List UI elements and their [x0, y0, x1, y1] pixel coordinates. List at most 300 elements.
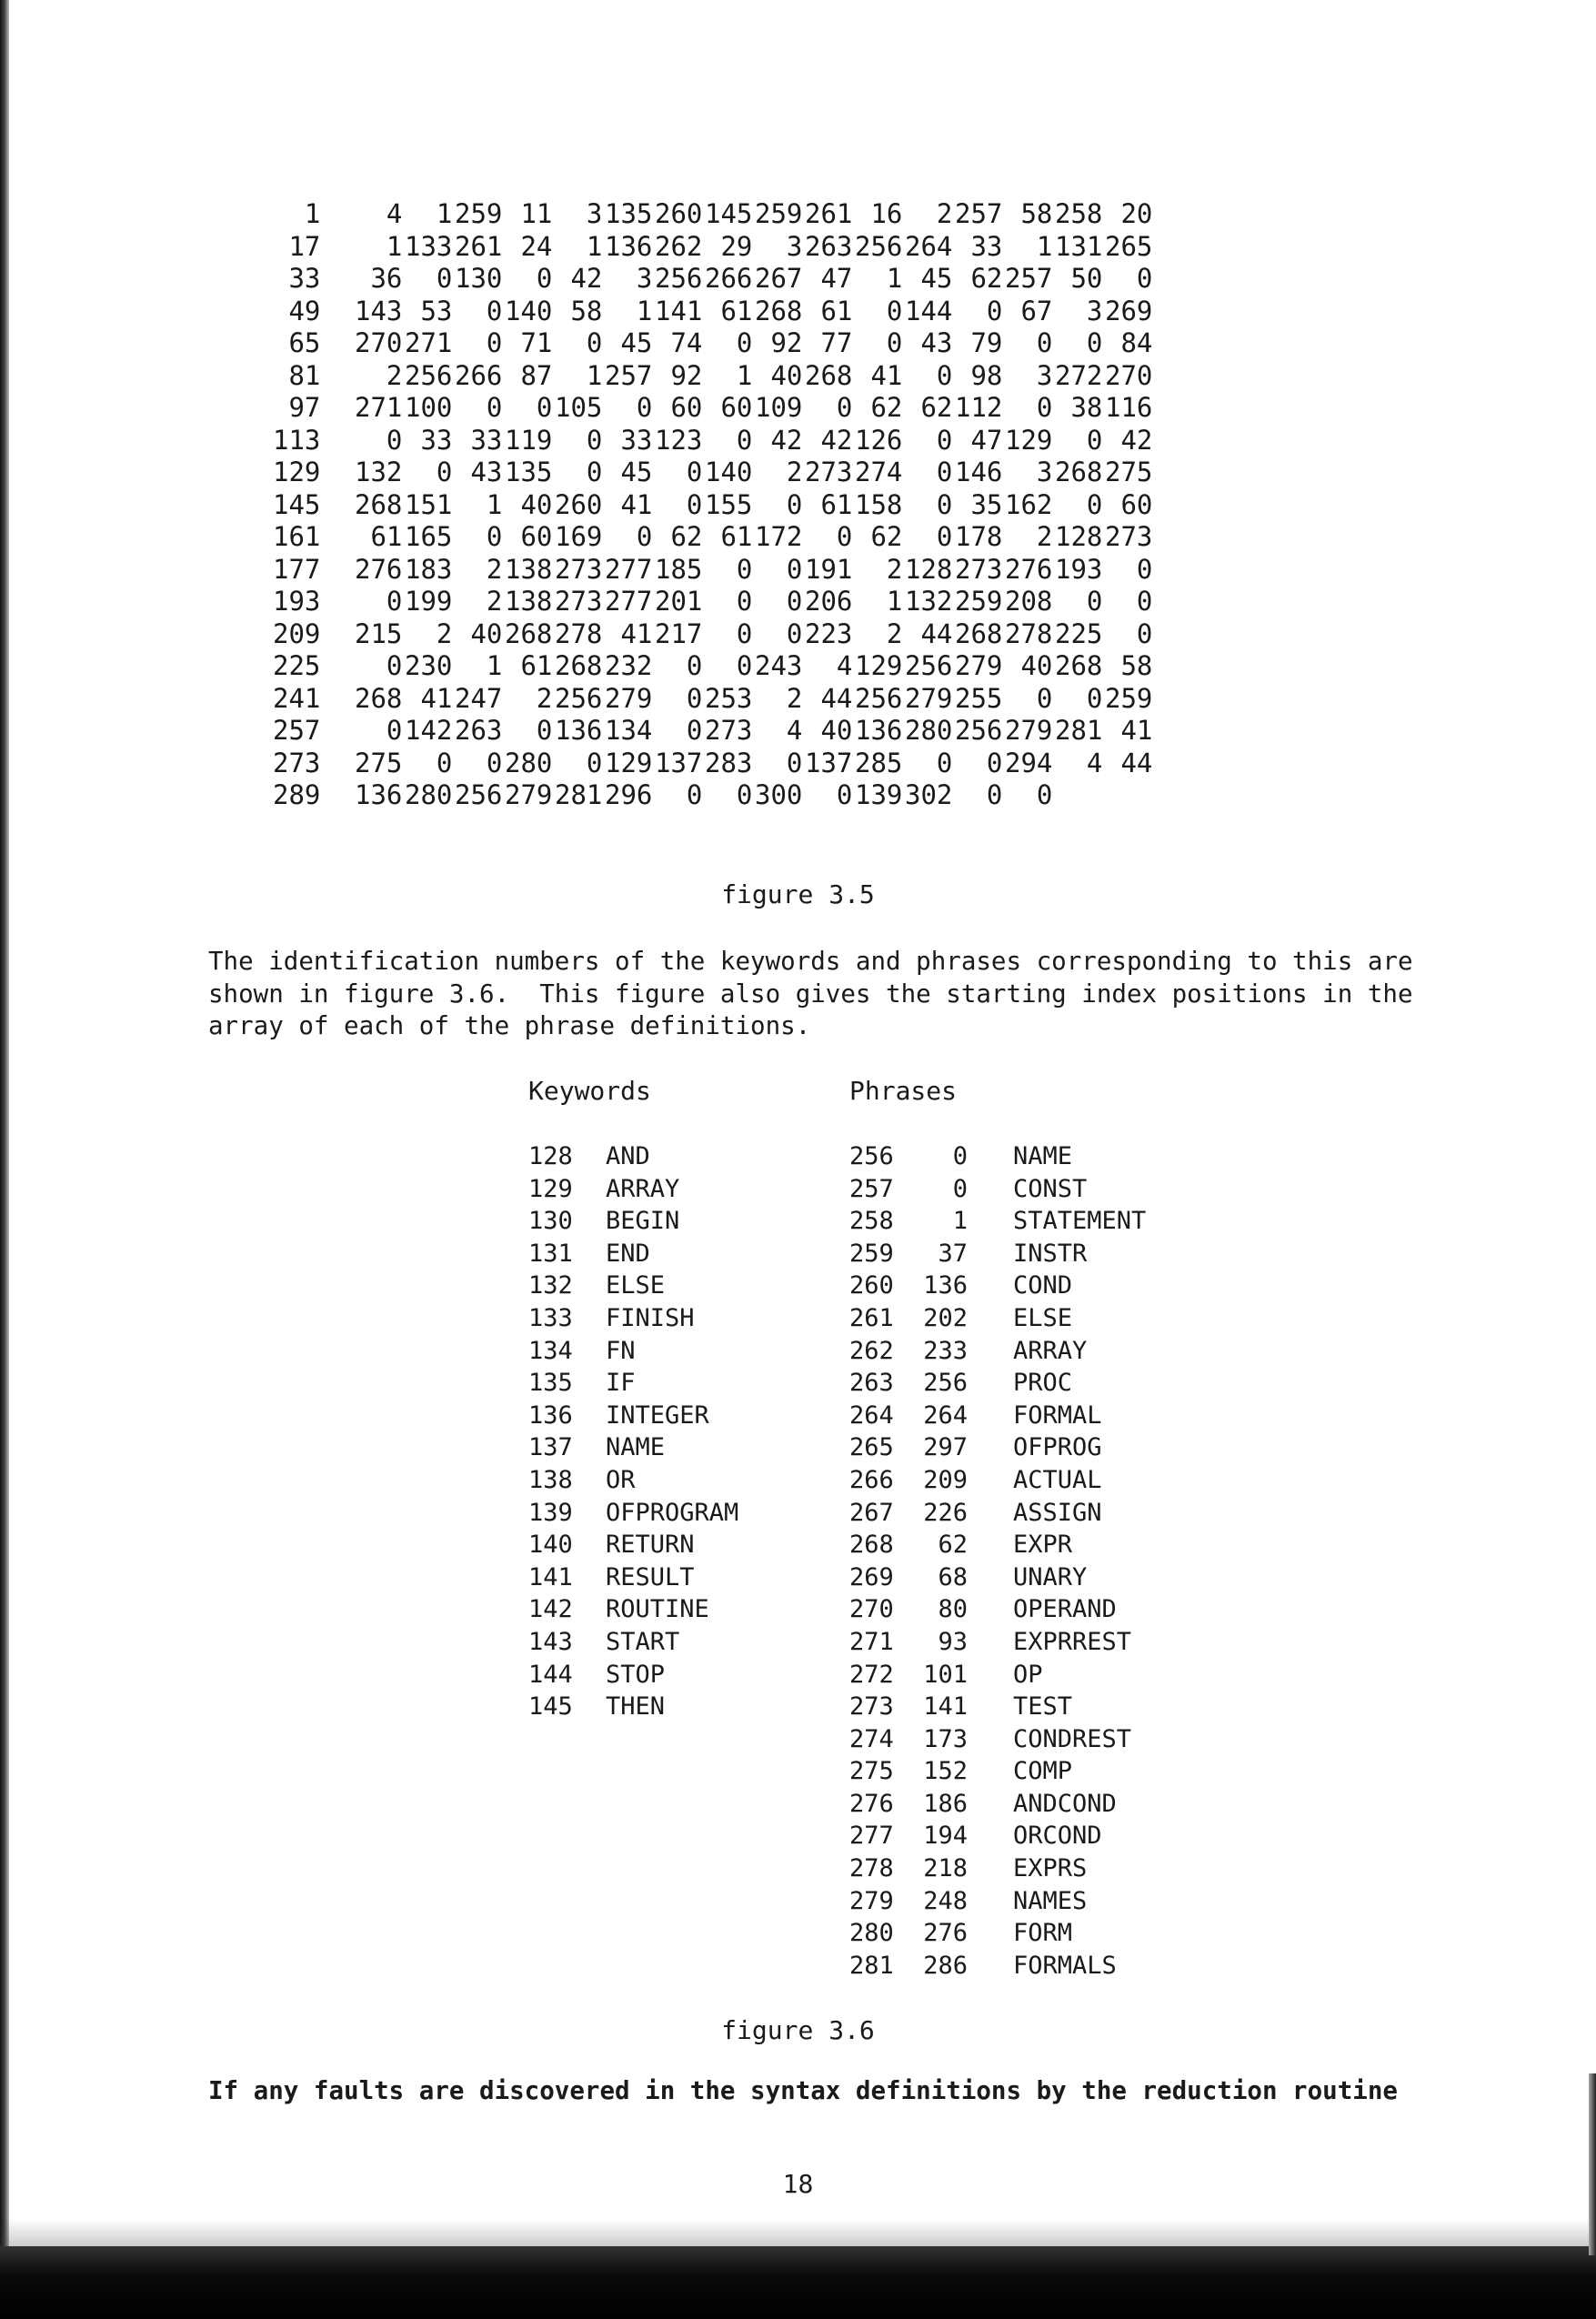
array-cell: 87 [520, 359, 553, 391]
array-row [273, 748, 1152, 780]
array-cell: 132 [355, 457, 403, 487]
phrase-row [849, 1659, 1146, 1692]
array-cell: 62 [870, 521, 903, 552]
array-cell: 256 [955, 715, 1003, 746]
array-cell: 268 [355, 682, 403, 714]
array-cell: 256 [905, 650, 953, 681]
keyword-id: 134 [528, 1336, 573, 1365]
array-row-gap [320, 296, 352, 328]
phrase-start-index: 276 [923, 1919, 968, 1948]
array-cell: 178 [955, 521, 1003, 552]
array-cell: 0 [636, 392, 653, 423]
array-cell: 4 [1086, 747, 1103, 778]
array-cell: 2 [786, 457, 803, 487]
array-cell: 138 [505, 553, 553, 585]
phrase-id: 272 [849, 1660, 894, 1689]
array-cell: 247 [455, 682, 503, 714]
array-cell: 261 [455, 230, 503, 262]
array-cell: 0 [736, 586, 753, 617]
array-cell: 0 [786, 586, 803, 617]
array-cell: 33 [470, 424, 503, 456]
phrase-id: 258 [849, 1207, 894, 1236]
array-cell: 42 [820, 424, 853, 456]
array-row-index: 145 [273, 488, 321, 520]
keyword-row [528, 1173, 738, 1206]
keyword-name: STOP [606, 1660, 666, 1689]
array-row-gap [320, 715, 352, 748]
keyword-name: BEGIN [606, 1207, 680, 1236]
array-cell: 0 [436, 747, 453, 778]
array-cell: 116 [1105, 392, 1153, 423]
array-cell: 145 [705, 198, 753, 229]
array-cell: 119 [505, 424, 553, 456]
array-cell: 45 [620, 327, 653, 358]
array-cell: 280 [905, 715, 953, 746]
keyword-row [528, 1270, 738, 1302]
keyword-id: 141 [528, 1562, 573, 1591]
array-cell: 269 [1105, 295, 1153, 326]
array-cell [1052, 779, 1102, 812]
array-cell: 0 [636, 521, 653, 552]
array-cell: 256 [855, 230, 903, 262]
phrase-id: 270 [849, 1595, 894, 1624]
phrase-start-index: 256 [923, 1369, 968, 1398]
array-row-gap [320, 392, 352, 425]
phrase-name: ASSIGN [1013, 1498, 1102, 1527]
phrase-row [849, 1400, 1146, 1432]
array-cell: 84 [1120, 327, 1153, 358]
phrase-spacer [968, 1788, 1013, 1821]
array-cell: 24 [520, 230, 553, 262]
phrase-row [849, 1529, 1146, 1561]
array-cell: 58 [570, 295, 603, 326]
keyword-id: 131 [528, 1239, 573, 1268]
phrase-spacer [968, 1497, 1013, 1530]
array-cell: 74 [670, 327, 703, 358]
array-cell: 1 [436, 198, 453, 229]
keyword-id: 139 [528, 1498, 573, 1527]
array-cell: 271 [355, 392, 403, 423]
array-cell: 128 [905, 553, 953, 585]
array-cell: 0 [386, 715, 403, 746]
phrase-name: ACTUAL [1013, 1465, 1102, 1494]
keyword-name: INTEGER [606, 1400, 709, 1430]
array-row-gap [320, 779, 352, 812]
phrase-id: 264 [849, 1400, 894, 1430]
scan-shadow-bottom [0, 2246, 1596, 2319]
array-row-gap [320, 231, 352, 264]
array-cell: 71 [520, 327, 553, 358]
phrase-start-index: 0 [952, 1142, 968, 1170]
array-cell: 142 [405, 715, 453, 746]
array-row-index: 33 [288, 263, 321, 294]
array-row [273, 586, 1152, 618]
array-cell: 129 [1005, 424, 1053, 456]
array-cell: 2 [936, 198, 953, 229]
array-cell: 266 [455, 359, 503, 391]
phrase-name: ORCOND [1013, 1822, 1102, 1851]
phrase-spacer [968, 1400, 1013, 1432]
array-cell: 223 [805, 617, 853, 649]
phrase-spacer [968, 1593, 1013, 1626]
array-cell: 1 [586, 230, 603, 262]
array-cell: 42 [770, 424, 803, 456]
array-row-gap [320, 554, 352, 587]
array-cell: 43 [920, 327, 953, 358]
array-cell: 0 [1136, 553, 1153, 585]
array-cell: 279 [905, 682, 953, 714]
array-cell: 138 [505, 586, 553, 617]
array-cell: 257 [1005, 263, 1053, 294]
array-row-gap [320, 263, 352, 296]
array-cell: 2 [886, 553, 903, 585]
phrase-row [849, 1238, 1146, 1270]
array-cell: 144 [905, 295, 953, 326]
array-row-gap [320, 618, 352, 651]
phrase-id: 274 [849, 1724, 894, 1753]
phrase-name: EXPRS [1013, 1854, 1088, 1883]
array-cell: 0 [686, 650, 703, 681]
phrase-start-index: 286 [923, 1951, 968, 1980]
array-cell: 185 [655, 553, 703, 585]
array-cell: 141 [655, 295, 703, 326]
array-cell: 273 [705, 715, 753, 746]
array-cell: 217 [655, 617, 703, 649]
array-cell: 151 [405, 488, 453, 520]
keyword-id: 138 [528, 1465, 573, 1494]
array-cell: 0 [586, 424, 603, 456]
array-cell: 0 [1086, 586, 1103, 617]
phrase-start-index: 136 [923, 1271, 968, 1300]
page-number: 18 [782, 2169, 814, 2199]
array-row-index: 97 [288, 392, 321, 423]
keyword-row [528, 1367, 738, 1400]
phrase-name: CONDREST [1013, 1724, 1132, 1753]
array-cell: 47 [820, 263, 853, 294]
phrase-spacer [968, 1464, 1013, 1497]
array-row-gap [320, 586, 352, 618]
array-cell: 267 [755, 263, 803, 294]
phrase-name: OP [1013, 1660, 1043, 1689]
array-cell: 0 [836, 779, 853, 810]
phrase-start-index: 186 [923, 1789, 968, 1818]
keyword-row [528, 1529, 738, 1561]
phrase-row [849, 1205, 1146, 1238]
phrase-row [849, 1626, 1146, 1659]
keyword-name: ROUTINE [606, 1595, 709, 1624]
array-row-gap [320, 650, 352, 683]
phrase-spacer [968, 1917, 1013, 1950]
array-cell: 0 [486, 521, 503, 552]
phrase-spacer [968, 1852, 1013, 1885]
array-row [273, 521, 1152, 554]
array-cell: 0 [1136, 263, 1153, 294]
array-cell: 0 [736, 617, 753, 649]
array-cell: 169 [555, 521, 603, 552]
array-cell: 0 [536, 392, 553, 423]
array-cell: 33 [420, 424, 453, 456]
phrase-row [849, 1367, 1146, 1400]
array-cell: 0 [886, 327, 903, 358]
array-cell: 225 [1055, 617, 1103, 649]
array-cell: 0 [1086, 327, 1103, 358]
array-cell: 40 [470, 617, 503, 649]
keyword-name: FINISH [606, 1303, 695, 1332]
phrase-id: 268 [849, 1531, 894, 1560]
array-row-index: 257 [273, 715, 321, 746]
phrase-row [849, 1497, 1146, 1530]
array-cell: 135 [505, 457, 553, 487]
array-cell: 58 [1020, 198, 1053, 229]
array-cell: 283 [705, 747, 753, 778]
array-cell: 0 [586, 747, 603, 778]
array-cell: 112 [955, 392, 1003, 423]
array-cell: 0 [1036, 327, 1053, 358]
array-row [273, 457, 1152, 489]
array-cell: 263 [455, 715, 503, 746]
array-cell: 294 [1005, 747, 1053, 778]
array-cell: 133 [405, 230, 453, 262]
keyword-row [528, 1593, 738, 1626]
phrase-start-index: 297 [923, 1433, 968, 1462]
array-cell: 41 [420, 682, 453, 714]
array-cell: 0 [386, 586, 403, 617]
phrase-id: 281 [849, 1951, 894, 1980]
keywords-table [528, 1140, 738, 1723]
phrase-row [849, 1885, 1146, 1918]
phrase-spacer [968, 1885, 1013, 1918]
array-cell: 273 [805, 457, 853, 487]
array-cell: 259 [455, 198, 503, 229]
array-cell: 260 [555, 488, 603, 520]
array-cell: 11 [520, 198, 553, 229]
array-row [273, 263, 1152, 296]
array-row [273, 715, 1152, 748]
array-cell: 1 [636, 295, 653, 326]
array-cell: 42 [1120, 424, 1153, 456]
array-cell: 40 [520, 488, 553, 520]
array-cell: 193 [1055, 553, 1103, 585]
array-cell: 41 [620, 488, 653, 520]
phrase-start-index: 173 [923, 1724, 968, 1753]
scan-shadow-left [0, 0, 9, 2319]
phrase-name: TEST [1013, 1692, 1073, 1722]
array-cell: 0 [836, 392, 853, 423]
phrase-start-index: 93 [938, 1627, 968, 1656]
array-cell: 1 [586, 359, 603, 391]
array-cell: 0 [1036, 392, 1053, 423]
array-row-gap [320, 683, 352, 716]
array-cell: 50 [1070, 263, 1103, 294]
array-cell: 47 [970, 424, 1003, 456]
array-cell: 278 [1005, 617, 1053, 649]
phrase-start-index: 226 [923, 1498, 968, 1527]
keyword-id: 143 [528, 1627, 573, 1656]
array-row [273, 198, 1152, 231]
array-cell: 280 [405, 779, 453, 810]
phrases-heading: Phrases [849, 1076, 958, 1106]
figure-3-5-array-table [273, 198, 1152, 812]
keyword-name: OR [606, 1465, 636, 1494]
keyword-name: ELSE [606, 1271, 666, 1300]
array-cell: 136 [555, 715, 603, 746]
array-cell: 3 [586, 198, 603, 229]
keyword-row [528, 1464, 738, 1497]
array-cell: 0 [936, 424, 953, 456]
phrase-id: 259 [849, 1239, 894, 1268]
array-cell: 123 [655, 424, 703, 456]
array-cell: 275 [1105, 457, 1153, 487]
keyword-id: 128 [528, 1142, 573, 1170]
array-row [273, 360, 1152, 393]
phrase-name: CONST [1013, 1174, 1088, 1203]
phrase-start-index: 62 [938, 1531, 968, 1560]
phrase-spacer [968, 1205, 1013, 1238]
array-cell: 62 [670, 521, 703, 552]
array-cell: 0 [936, 457, 953, 487]
array-cell: 33 [970, 230, 1003, 262]
phrase-name: ARRAY [1013, 1336, 1088, 1365]
phrase-start-index: 209 [923, 1465, 968, 1494]
array-cell: 0 [586, 327, 603, 358]
array-cell: 271 [405, 327, 453, 358]
array-cell: 268 [955, 617, 1003, 649]
phrase-row [849, 1917, 1146, 1950]
keyword-name: ARRAY [606, 1174, 680, 1203]
array-cell: 273 [555, 553, 603, 585]
array-cell: 158 [855, 488, 903, 520]
phrase-id: 260 [849, 1271, 894, 1300]
array-cell: 268 [1055, 650, 1103, 681]
array-cell: 0 [436, 263, 453, 294]
keyword-row [528, 1205, 738, 1238]
array-cell: 280 [505, 747, 553, 778]
keyword-row [528, 1335, 738, 1368]
phrase-start-index: 1 [952, 1207, 968, 1236]
figure-3-5-caption: figure 3.5 [721, 879, 875, 909]
phrase-spacer [968, 1950, 1013, 1983]
array-row-gap [320, 457, 352, 489]
phrase-spacer [968, 1335, 1013, 1368]
array-cell: 0 [1086, 424, 1103, 456]
array-cell: 260 [655, 198, 703, 229]
array-cell: 281 [555, 779, 603, 810]
keyword-row [528, 1400, 738, 1432]
array-cell: 268 [755, 295, 803, 326]
array-cell: 4 [836, 650, 853, 681]
array-cell: 0 [936, 488, 953, 520]
keyword-id: 132 [528, 1271, 573, 1300]
array-cell: 61 [820, 488, 853, 520]
phrase-name: NAME [1013, 1142, 1073, 1170]
array-cell: 60 [1120, 488, 1153, 520]
paragraph-intro: The identification numbers of the keywords and phrases corresponding to this are shown in figure 3.6. This figure also gives the starting index positions in the array of each of the phrase definitions. [208, 947, 1413, 1040]
array-cell: 62 [870, 392, 903, 423]
array-row-index: 129 [273, 457, 321, 487]
array-row [273, 296, 1152, 328]
array-cell: 281 [1055, 715, 1103, 746]
phrase-id: 280 [849, 1919, 894, 1948]
phrase-row [849, 1593, 1146, 1626]
array-row [273, 327, 1152, 360]
phrase-name: EXPR [1013, 1531, 1073, 1560]
phrase-name: ELSE [1013, 1303, 1073, 1332]
array-cell: 0 [686, 715, 703, 746]
array-cell: 273 [955, 553, 1003, 585]
array-cell: 256 [855, 682, 903, 714]
array-cell: 232 [605, 650, 653, 681]
phrase-name: STATEMENT [1013, 1207, 1147, 1236]
array-cell: 264 [905, 230, 953, 262]
array-cell: 1 [486, 488, 503, 520]
array-cell: 0 [486, 295, 503, 326]
array-cell: 0 [1086, 682, 1103, 714]
phrases-table [849, 1140, 1146, 1982]
array-cell: 3 [1086, 295, 1103, 326]
phrase-name: ANDCOND [1013, 1789, 1117, 1818]
array-cell: 0 [536, 263, 553, 294]
array-row-gap [320, 360, 352, 393]
array-row [273, 650, 1152, 683]
phrase-row [849, 1431, 1146, 1464]
array-cell: 2 [1036, 521, 1053, 552]
array-row-index: 17 [288, 230, 321, 262]
array-row-index: 225 [273, 650, 321, 681]
array-cell: 137 [655, 747, 703, 778]
phrase-start-index: 152 [923, 1757, 968, 1786]
array-cell: 272 [1055, 359, 1103, 391]
array-row-index: 161 [273, 521, 321, 552]
array-cell: 2 [436, 617, 453, 649]
array-cell: 146 [955, 457, 1003, 487]
array-cell: 20 [1120, 198, 1153, 229]
array-cell: 126 [855, 424, 903, 456]
phrase-name: FORM [1013, 1919, 1073, 1948]
phrase-row [849, 1950, 1146, 1983]
array-cell: 41 [620, 617, 653, 649]
phrase-name: COND [1013, 1271, 1073, 1300]
array-cell: 130 [455, 263, 503, 294]
phrase-name: PROC [1013, 1369, 1073, 1398]
phrase-spacer [968, 1820, 1013, 1852]
phrase-row [849, 1788, 1146, 1821]
array-cell: 1 [886, 586, 903, 617]
array-cell: 3 [1036, 457, 1053, 487]
array-row-index: 289 [273, 779, 321, 810]
array-cell: 0 [1136, 617, 1153, 649]
array-cell: 3 [786, 230, 803, 262]
array-cell: 0 [586, 457, 603, 487]
phrase-id: 275 [849, 1757, 894, 1786]
array-cell: 40 [820, 715, 853, 746]
array-row-index: 49 [288, 295, 321, 326]
array-cell: 0 [786, 553, 803, 585]
array-cell: 35 [970, 488, 1003, 520]
phrase-row [849, 1464, 1146, 1497]
array-cell: 257 [605, 359, 653, 391]
keyword-name: START [606, 1627, 680, 1656]
array-cell: 172 [755, 521, 803, 552]
array-cell: 0 [486, 327, 503, 358]
array-cell: 136 [355, 779, 403, 810]
array-cell: 230 [405, 650, 453, 681]
array-cell: 44 [920, 617, 953, 649]
phrase-spacer [968, 1626, 1013, 1659]
array-cell: 279 [605, 682, 653, 714]
array-cell: 259 [1105, 682, 1153, 714]
phrase-spacer [968, 1367, 1013, 1400]
array-cell: 0 [836, 521, 853, 552]
